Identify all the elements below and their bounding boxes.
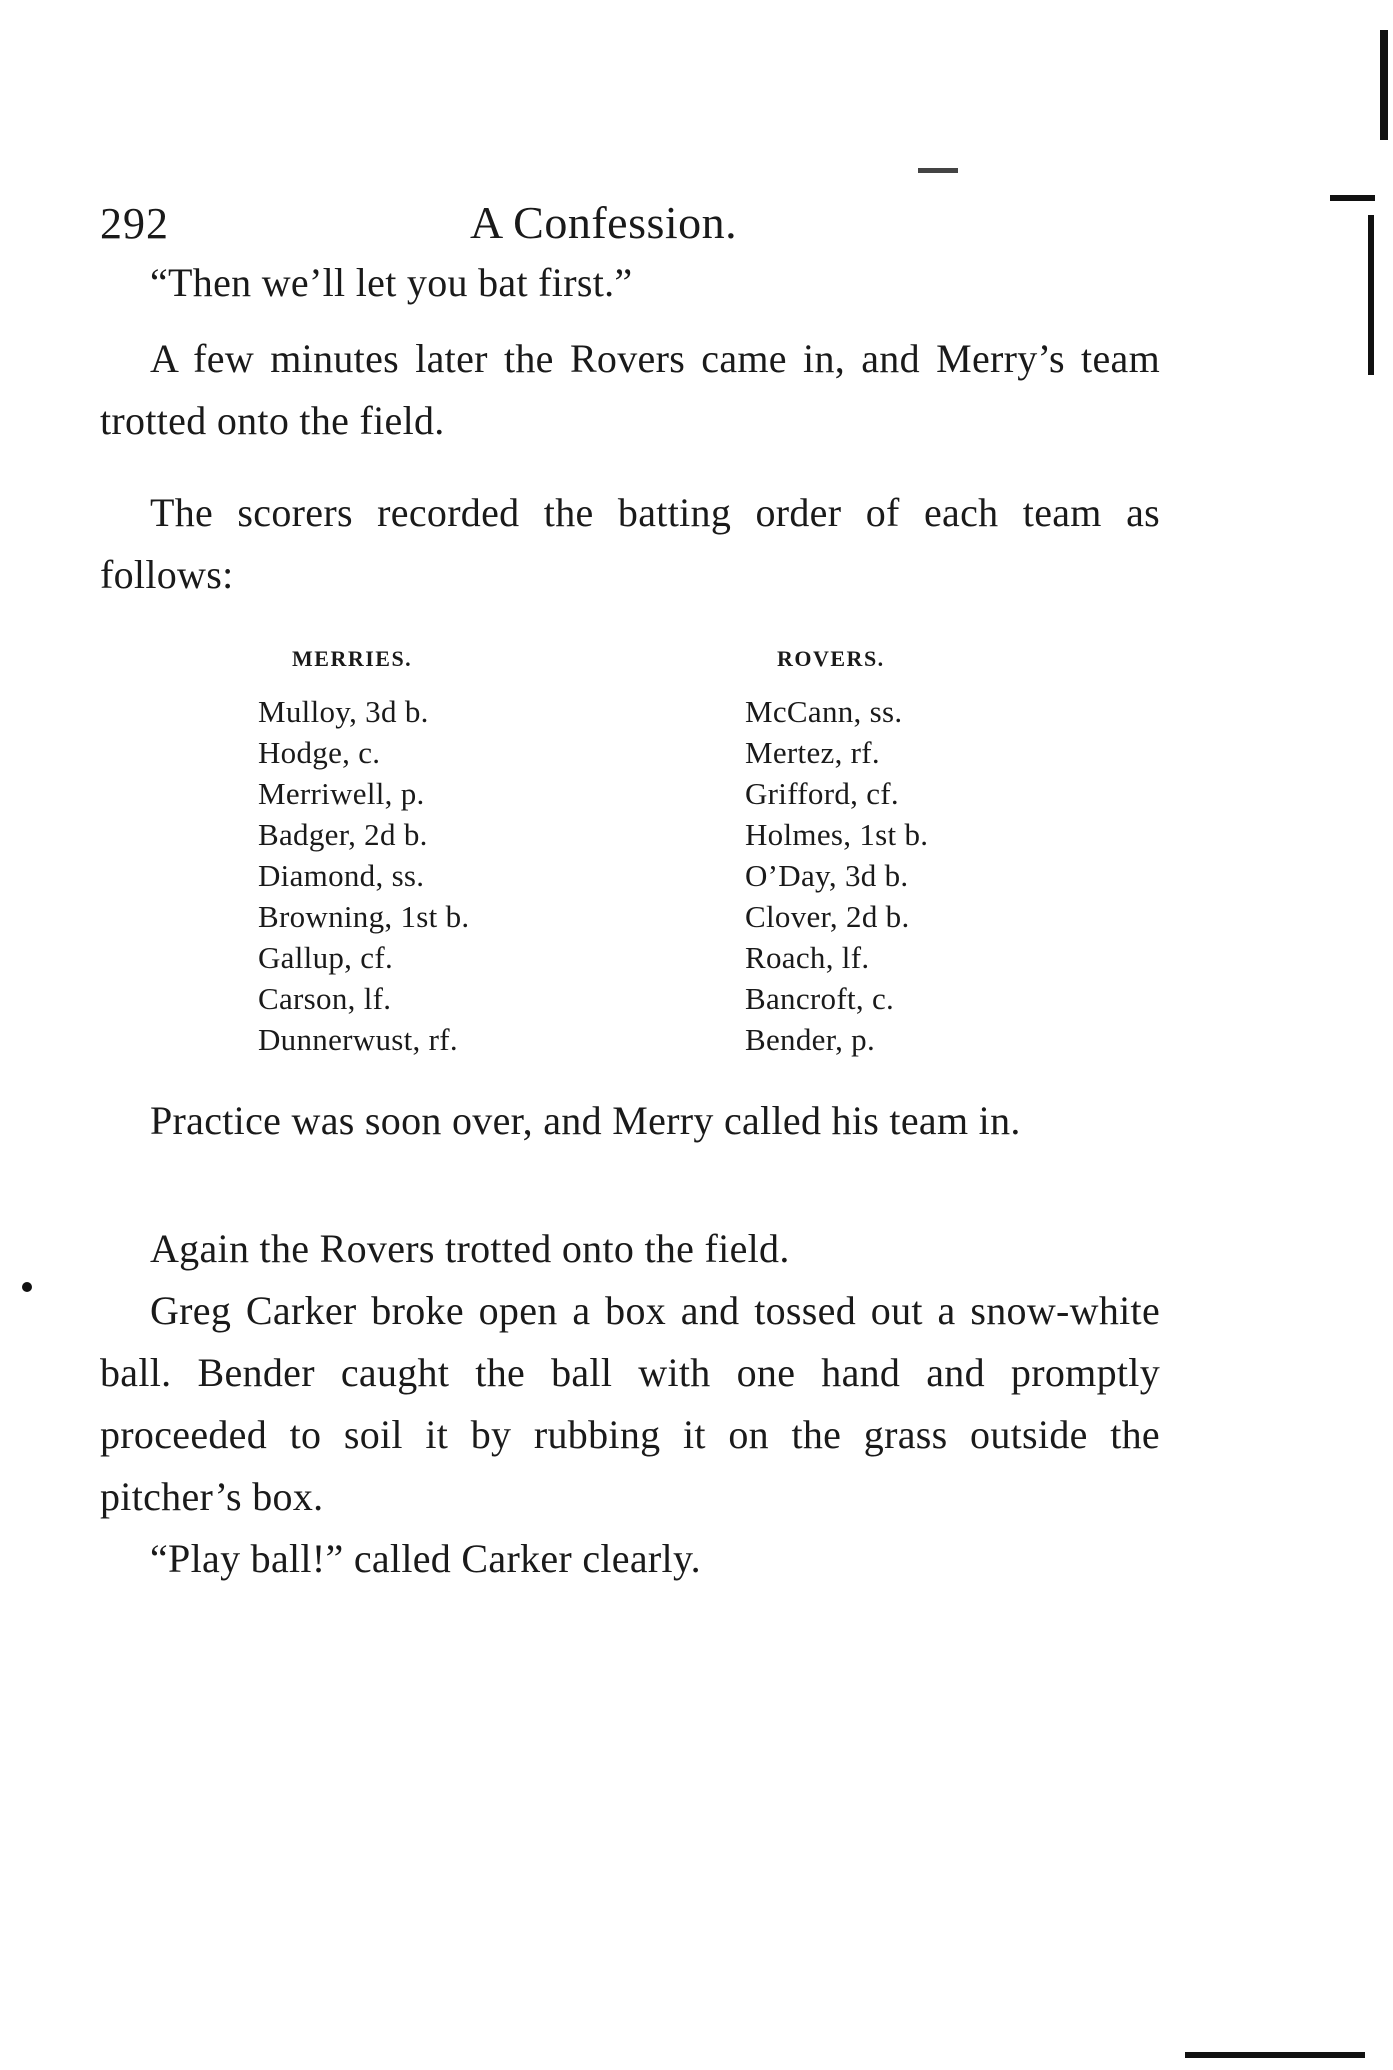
rovers-player: Grifford, cf. bbox=[745, 776, 899, 811]
scan-smudge bbox=[918, 168, 958, 173]
rovers-player: Mertez, rf. bbox=[745, 735, 880, 770]
paragraph-1: “Then we’ll let you bat first.” bbox=[150, 260, 633, 305]
merries-player: Hodge, c. bbox=[258, 735, 381, 770]
rovers-player: O’Day, 3d b. bbox=[745, 858, 909, 893]
paragraph-5: Again the Rovers trotted onto the field. bbox=[150, 1226, 790, 1271]
merries-heading: MERRIES. bbox=[292, 646, 413, 671]
rovers-player: Clover, 2d b. bbox=[745, 899, 910, 934]
scan-edge-mark bbox=[1185, 2052, 1365, 2058]
scan-edge-mark bbox=[1368, 215, 1374, 375]
rovers-player: Roach, lf. bbox=[745, 940, 870, 975]
merries-player: Carson, lf. bbox=[258, 981, 392, 1016]
rovers-batting-order bbox=[745, 638, 928, 1060]
paragraph-3: The scorers recorded the batting order of each team as follows: bbox=[100, 490, 1160, 597]
rovers-player: Bancroft, c. bbox=[745, 981, 895, 1016]
scan-edge-mark bbox=[1380, 30, 1388, 140]
paragraph-6: Greg Carker broke open a box and tossed out a snow-white ball. Bender caught the ball with one hand and promptly proceeded to soil it by rubbing it on the grass outside the pitcher’s box. bbox=[100, 1288, 1160, 1519]
scan-ink-dot bbox=[22, 1282, 32, 1292]
rovers-heading: ROVERS. bbox=[777, 646, 885, 671]
merries-player: Badger, 2d b. bbox=[258, 817, 428, 852]
paragraph-7: “Play ball!” called Carker clearly. bbox=[150, 1536, 701, 1581]
paragraph-2: A few minutes later the Rovers came in, and Merry’s team trotted onto the field. bbox=[100, 336, 1160, 443]
scan-edge-mark bbox=[1330, 195, 1375, 201]
merries-player: Gallup, cf. bbox=[258, 940, 394, 975]
merries-player: Mulloy, 3d b. bbox=[258, 694, 429, 729]
rovers-player: McCann, ss. bbox=[745, 694, 903, 729]
merries-batting-order bbox=[258, 638, 469, 1060]
rovers-player: Bender, p. bbox=[745, 1022, 876, 1057]
merries-player: Browning, 1st b. bbox=[258, 899, 470, 934]
merries-player: Diamond, ss. bbox=[258, 858, 425, 893]
merries-player: Merriwell, p. bbox=[258, 776, 425, 811]
paragraph-4: Practice was soon over, and Merry called his team in. bbox=[150, 1098, 1021, 1143]
merries-player: Dunnerwust, rf. bbox=[258, 1022, 458, 1057]
rovers-player: Holmes, 1st b. bbox=[745, 817, 929, 852]
page-number: 292 bbox=[100, 199, 169, 248]
running-title: A Confession. bbox=[470, 197, 738, 248]
